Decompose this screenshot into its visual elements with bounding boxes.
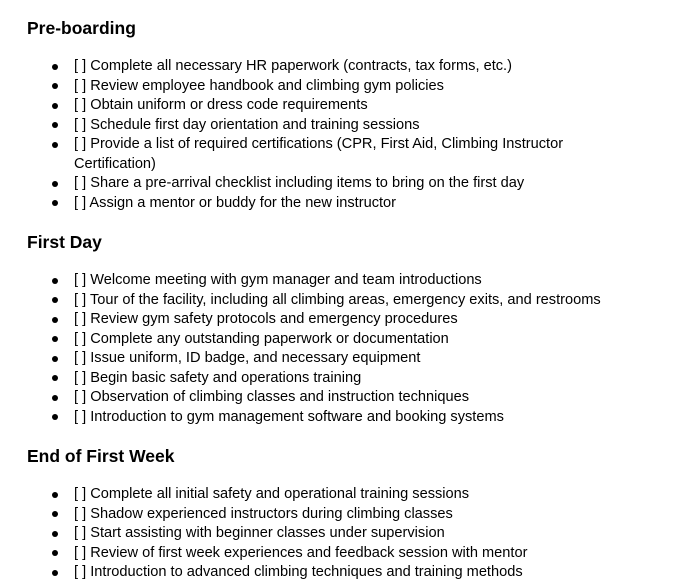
bullet-icon xyxy=(52,122,58,128)
checklist-item xyxy=(27,96,620,116)
checklist-item-text: [ ] Start assisting with beginner classes under supervision xyxy=(74,525,445,541)
checklist-item-text: [ ] Tour of the facility, including all climbing areas, emergency exits, and restrooms xyxy=(74,291,601,308)
checklist-item xyxy=(27,135,620,174)
section-heading: First Day xyxy=(27,232,102,252)
checklist-item xyxy=(27,57,620,77)
bullet-icon xyxy=(52,278,58,284)
checklist-item-text: [ ] Introduction to gym management software and booking systems xyxy=(74,408,504,425)
checklist-item xyxy=(27,563,620,583)
checklist-item xyxy=(27,77,620,97)
section-heading: Pre-boarding xyxy=(27,18,136,38)
checklist-item xyxy=(27,349,620,369)
bullet-icon xyxy=(52,511,58,517)
checklist-item xyxy=(27,524,620,544)
bullet-icon xyxy=(52,414,58,420)
checklist-item-text: [ ] Share a pre-arrival checklist including items to bring on the first day xyxy=(74,175,525,191)
checklist-item xyxy=(27,291,620,311)
checklist-item-text: [ ] Obtain uniform or dress code requirements xyxy=(74,97,368,113)
checklist xyxy=(27,271,620,427)
bullet-icon xyxy=(52,317,58,323)
bullet-icon xyxy=(52,570,58,576)
checklist-item-text: [ ] Complete any outstanding paperwork or documentation xyxy=(74,330,449,347)
bullet-icon xyxy=(52,375,58,381)
checklist-item-text: [ ] Begin basic safety and operations training xyxy=(74,369,362,386)
checklist-item-text: [ ] Review gym safety protocols and emergency procedures xyxy=(74,311,458,327)
checklist-item xyxy=(27,388,620,408)
bullet-icon xyxy=(52,395,58,401)
checklist-item-text: [ ] Complete all necessary HR paperwork (contracts, tax forms, etc.) xyxy=(74,58,512,74)
checklist-item xyxy=(27,408,620,428)
checklist-item-text: [ ] Complete all initial safety and operational training sessions xyxy=(74,486,470,502)
bullet-icon xyxy=(52,531,58,537)
checklist-item-text: [ ] Introduction to advanced climbing techniques and training methods xyxy=(74,564,523,580)
checklist-item-text: [ ] Issue uniform, ID badge, and necessary equipment xyxy=(74,350,421,366)
checklist-item-text: [ ] Welcome meeting with gym manager and team introductions xyxy=(74,272,482,288)
checklist xyxy=(27,57,620,213)
bullet-icon xyxy=(52,492,58,498)
checklist-item xyxy=(27,505,620,525)
checklist-item-text: [ ] Schedule first day orientation and training sessions xyxy=(74,116,420,133)
checklist-item xyxy=(27,271,620,291)
checklist-item-text: [ ] Review of first week experiences and feedback session with mentor xyxy=(74,544,528,561)
checklist-item xyxy=(27,544,620,564)
checklist-item xyxy=(27,116,620,136)
bullet-icon xyxy=(52,142,58,148)
checklist-item-text: [ ] Assign a mentor or buddy for the new instructor xyxy=(74,194,397,211)
checklist-item-text: [ ] Review employee handbook and climbing gym policies xyxy=(74,77,444,94)
bullet-icon xyxy=(52,200,58,206)
bullet-icon xyxy=(52,336,58,342)
checklist xyxy=(27,485,620,583)
bullet-icon xyxy=(52,103,58,109)
checklist-item-text: [ ] Provide a list of required certifications (CPR, First Aid, Climbing Instructor Certification) xyxy=(74,136,564,172)
checklist-item-text: [ ] Observation of climbing classes and instruction techniques xyxy=(74,389,470,405)
checklist-item xyxy=(27,485,620,505)
checklist-item xyxy=(27,369,620,389)
section-heading: End of First Week xyxy=(27,446,175,466)
bullet-icon xyxy=(52,181,58,187)
checklist-item xyxy=(27,174,620,194)
checklist-item xyxy=(27,310,620,330)
bullet-icon xyxy=(52,356,58,362)
bullet-icon xyxy=(52,83,58,89)
checklist-item xyxy=(27,194,620,214)
checklist-item-text: [ ] Shadow experienced instructors during climbing classes xyxy=(74,505,453,522)
bullet-icon xyxy=(52,297,58,303)
checklist-item xyxy=(27,330,620,350)
bullet-icon xyxy=(52,550,58,556)
bullet-icon xyxy=(52,64,58,70)
